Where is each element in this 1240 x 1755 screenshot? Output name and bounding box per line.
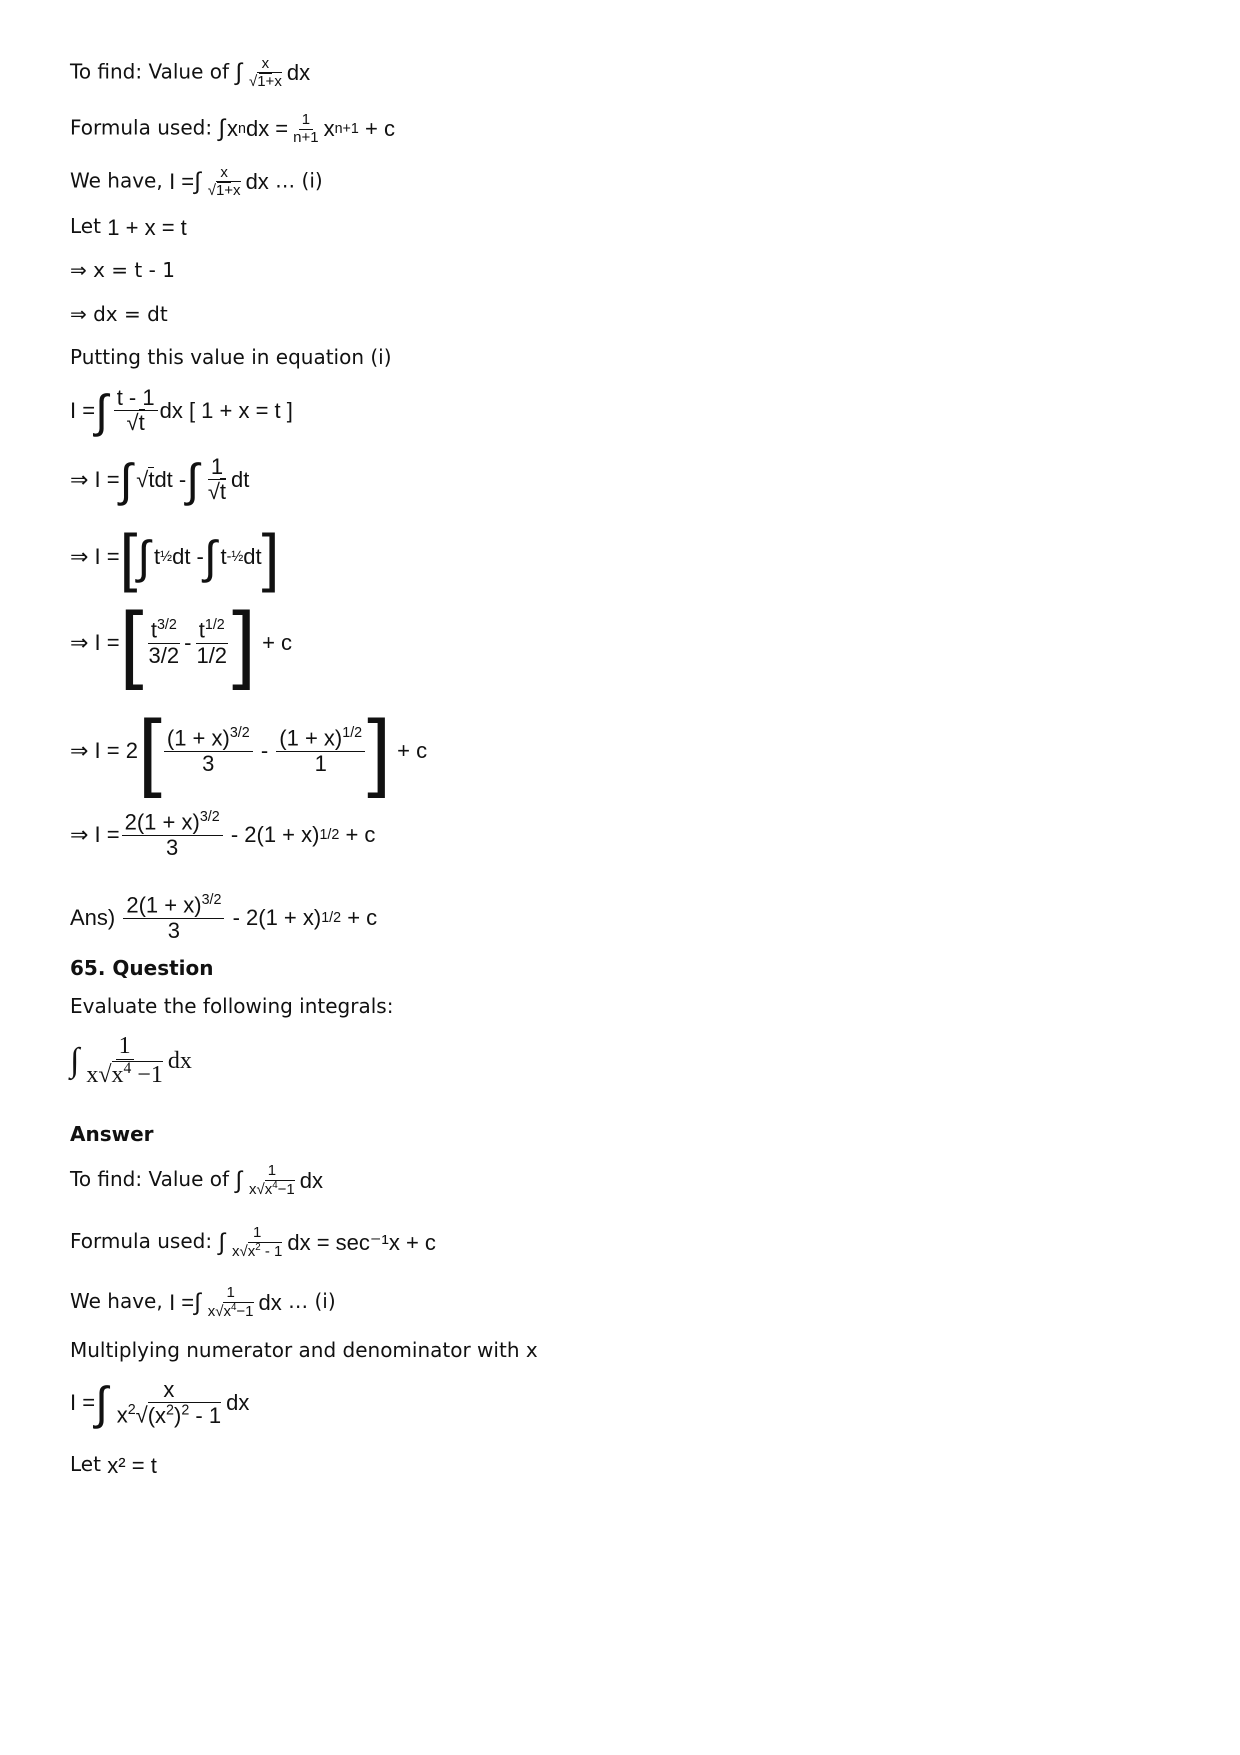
ans-label: Ans)	[70, 904, 116, 930]
integral-expression: ∫ $\frac{x}{√1+x}$ dx	[235, 55, 311, 90]
substitution: 1 + x = t	[107, 214, 187, 240]
q65-let-expr: x² = t	[107, 1452, 157, 1478]
integral-definition: I = ∫ $\frac{x}{√1+x}$ dx	[169, 164, 269, 199]
putting-text: Putting this value in equation (i)	[70, 345, 392, 369]
answer-heading: Answer	[70, 1122, 154, 1146]
question-heading: 65. Question	[70, 956, 214, 980]
bracket-note: [ 1 + x = t ]	[188, 397, 293, 423]
we-have-line	[70, 165, 323, 199]
step-backsub: ⇒ I = 2 [ $\frac{(1 + x)^{3/2}}{3}$ - $\frac{(1 + x)^{1/2}}{1}$ ] + c	[70, 703, 428, 799]
step-powers: ⇒ I = [ ∫ t ½ dt - ∫ t -½ dt ]	[70, 521, 280, 593]
formula-line	[70, 112, 395, 146]
power-rule-formula: ∫ x n dx = $\frac{1}{n+1}$ x n+1 + c	[218, 111, 395, 146]
q65-we-have-label: We have,	[70, 1289, 163, 1313]
step-final: ⇒ I = $\frac{2(1 + x)^{3/2}}{3}$ - 2(1 + x) 1/2 + c	[70, 809, 376, 860]
answer-line: Ans) $\frac{2(1 + x)^{3/2}}{3}$ - 2(1 + x) 1/2 + c	[70, 892, 378, 943]
q65-to-find-label: To find: Value of	[70, 1167, 230, 1191]
to-find-line	[70, 56, 310, 90]
we-have-label: We have,	[70, 168, 163, 193]
q65-we-have-line: We have, I = ∫ $\frac{1}{x√x^4-1}$ dx … (i)	[70, 1284, 336, 1320]
q65-formula-line: Formula used: ∫ $\frac{1}{x√x^2 - 1}$ dx = sec⁻¹x + c	[70, 1224, 436, 1260]
let-label: Let	[70, 214, 101, 238]
let-line	[70, 214, 187, 240]
step-integrated: ⇒ I = [ $\frac{t^{3/2}}{3/2}$ - $\frac{t^{1/2}}{1/2}$ ] + c	[70, 595, 293, 691]
step-dx: ⇒ dx = dt	[70, 302, 168, 326]
to-find-label: To find: Value of	[70, 59, 230, 84]
equation-tag: … (i)	[275, 168, 323, 193]
q65-formula-label: Formula used:	[70, 1229, 213, 1253]
question-prompt: Evaluate the following integrals:	[70, 994, 394, 1018]
q65-let-line	[70, 1452, 157, 1478]
multiply-text: Multiplying numerator and denominator with x	[70, 1338, 538, 1362]
q65-equation-tag: … (i)	[288, 1289, 336, 1313]
q65-let-label: Let	[70, 1452, 101, 1476]
question-integral: ∫ $\frac{1}{x√x^4 -1}$ dx	[70, 1033, 192, 1089]
step-substituted: I = ∫ $\frac{t - 1}{√t}$ dx [ 1 + x = t ]	[70, 384, 293, 437]
step-split: ⇒ I = ∫ √ t dt - ∫ $\frac{1}{√t}$ dt	[70, 453, 250, 506]
q65-to-find-line: To find: Value of ∫ $\frac{1}{x√x^4-1}$ dx	[70, 1162, 324, 1198]
step-x: ⇒ x = t - 1	[70, 258, 175, 282]
formula-label: Formula used:	[70, 115, 213, 140]
formula-rhs: = sec⁻¹x + c	[316, 1229, 436, 1255]
q65-step-multiplied: I = ∫ $\frac{x}{x^2√(x^2)^2 - 1}$ dx	[70, 1376, 250, 1429]
